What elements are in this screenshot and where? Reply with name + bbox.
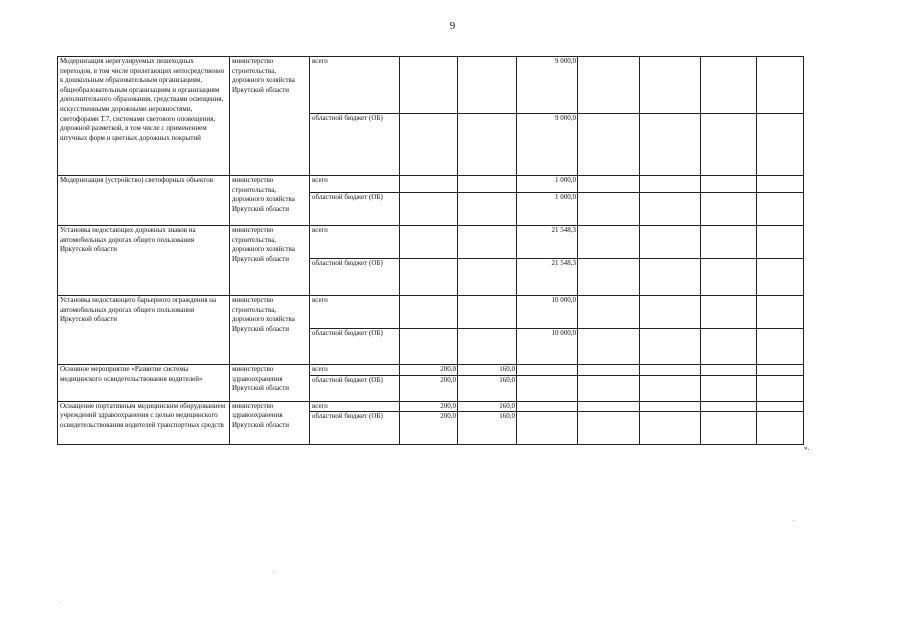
- empty-cell: [640, 114, 701, 176]
- table-row: [58, 176, 804, 193]
- executor-cell: министерство здравоохранения Иркутской области: [230, 365, 310, 402]
- amount-cell-2: [458, 259, 517, 296]
- measure-name-cell: Установка недостающих дорожных знаков на автомобильных дорогах общего пользования Иркутской области: [58, 226, 230, 296]
- amount-cell-1: 200,0: [400, 412, 458, 445]
- amount-cell-3: [517, 401, 578, 412]
- empty-cell: [757, 296, 804, 329]
- scan-speck: [793, 520, 794, 521]
- amount-cell-2: [458, 329, 517, 365]
- executor-cell: министерство строительства, дорожного хозяйства Иркутской области: [230, 176, 310, 226]
- amount-cell-3: 10 000,0: [517, 329, 578, 365]
- empty-cell: [640, 176, 701, 193]
- empty-cell: [578, 57, 640, 114]
- empty-cell: [701, 193, 757, 226]
- amount-cell-2: 160,0: [458, 401, 517, 412]
- amount-cell-1: [400, 114, 458, 176]
- amount-cell-3: 9 000,0: [517, 114, 578, 176]
- empty-cell: [640, 412, 701, 445]
- funding-source-cell: областной бюджет (ОБ): [310, 375, 400, 401]
- program-table: [57, 56, 804, 445]
- amount-cell-2: [458, 193, 517, 226]
- empty-cell: [701, 296, 757, 329]
- table-body: [58, 57, 804, 445]
- empty-cell: [757, 375, 804, 401]
- amount-cell-2: [458, 296, 517, 329]
- funding-source-cell: всего: [310, 365, 400, 376]
- empty-cell: [578, 375, 640, 401]
- funding-source-cell: всего: [310, 296, 400, 329]
- table-row: [58, 296, 804, 329]
- empty-cell: [701, 401, 757, 412]
- amount-cell-1: [400, 226, 458, 259]
- empty-cell: [640, 375, 701, 401]
- empty-cell: [578, 329, 640, 365]
- amount-cell-1: 200,0: [400, 401, 458, 412]
- empty-cell: [640, 226, 701, 259]
- scan-speck: [273, 572, 274, 573]
- empty-cell: [640, 401, 701, 412]
- empty-cell: [578, 365, 640, 376]
- executor-cell: министерство строительства, дорожного хозяйства Иркутской области: [230, 226, 310, 296]
- measure-name-cell: Установка недостающего барьерного ограждения на автомобильных дорогах общего пользования Иркутской области: [58, 296, 230, 365]
- funding-source-cell: областной бюджет (ОБ): [310, 193, 400, 226]
- empty-cell: [640, 193, 701, 226]
- empty-cell: [757, 412, 804, 445]
- executor-cell: министерство строительства, дорожного хозяйства Иркутской области: [230, 296, 310, 365]
- empty-cell: [578, 296, 640, 329]
- amount-cell-2: [458, 176, 517, 193]
- page-number: 9: [449, 20, 456, 32]
- amount-cell-1: 200,0: [400, 375, 458, 401]
- empty-cell: [701, 375, 757, 401]
- amount-cell-2: 160,0: [458, 365, 517, 376]
- empty-cell: [701, 176, 757, 193]
- measure-name-cell: Оснащение портативным медицинским оборудованием учреждений здравоохранения с целью медицинского освидетельствования водителей транспортных средств: [58, 401, 230, 445]
- amount-cell-3: [517, 375, 578, 401]
- empty-cell: [640, 329, 701, 365]
- empty-cell: [757, 57, 804, 114]
- empty-cell: [757, 259, 804, 296]
- table-row: [58, 401, 804, 412]
- amount-cell-3: 1 000,0: [517, 176, 578, 193]
- empty-cell: [578, 401, 640, 412]
- executor-cell: министерство строительства, дорожного хозяйства Иркутской области: [230, 57, 310, 176]
- empty-cell: [578, 114, 640, 176]
- amount-cell-1: 200,0: [400, 365, 458, 376]
- amount-cell-3: 9 000,0: [517, 57, 578, 114]
- amount-cell-1: [400, 329, 458, 365]
- empty-cell: [640, 296, 701, 329]
- amount-cell-1: [400, 259, 458, 296]
- amount-cell-3: 21 548,3: [517, 226, 578, 259]
- amount-cell-2: [458, 114, 517, 176]
- empty-cell: [701, 114, 757, 176]
- funding-source-cell: областной бюджет (ОБ): [310, 259, 400, 296]
- amount-cell-2: 160,0: [458, 375, 517, 401]
- empty-cell: [640, 259, 701, 296]
- funding-source-cell: всего: [310, 176, 400, 193]
- amount-cell-2: [458, 57, 517, 114]
- table-row: [58, 57, 804, 114]
- empty-cell: [578, 226, 640, 259]
- table-row: [58, 226, 804, 259]
- funding-source-cell: всего: [310, 226, 400, 259]
- empty-cell: [757, 401, 804, 412]
- empty-cell: [578, 193, 640, 226]
- empty-cell: [757, 329, 804, 365]
- amount-cell-3: [517, 412, 578, 445]
- funding-source-cell: областной бюджет (ОБ): [310, 412, 400, 445]
- measure-name-cell: Основное мероприятие «Развитие системы медицинского освидетельствования водителей»: [58, 365, 230, 402]
- amount-cell-1: [400, 57, 458, 114]
- empty-cell: [701, 226, 757, 259]
- empty-cell: [578, 259, 640, 296]
- empty-cell: [757, 114, 804, 176]
- executor-cell: министерство здравоохранения Иркутской области: [230, 401, 310, 445]
- closing-quote-mark: ».: [804, 444, 810, 452]
- amount-cell-2: 160,0: [458, 412, 517, 445]
- funding-source-cell: областной бюджет (ОБ): [310, 114, 400, 176]
- amount-cell-3: 10 000,0: [517, 296, 578, 329]
- empty-cell: [757, 365, 804, 376]
- empty-cell: [701, 329, 757, 365]
- amount-cell-1: [400, 193, 458, 226]
- amount-cell-1: [400, 296, 458, 329]
- amount-cell-3: [517, 365, 578, 376]
- empty-cell: [640, 365, 701, 376]
- empty-cell: [701, 412, 757, 445]
- amount-cell-3: 1 000,0: [517, 193, 578, 226]
- amount-cell-2: [458, 226, 517, 259]
- measure-name-cell: Модернизация (устройство) светофорных объектов: [58, 176, 230, 226]
- funding-source-cell: всего: [310, 57, 400, 114]
- empty-cell: [757, 176, 804, 193]
- funding-source-cell: всего: [310, 401, 400, 412]
- empty-cell: [578, 176, 640, 193]
- empty-cell: [757, 193, 804, 226]
- empty-cell: [578, 412, 640, 445]
- empty-cell: [757, 226, 804, 259]
- amount-cell-1: [400, 176, 458, 193]
- amount-cell-3: 21 548,3: [517, 259, 578, 296]
- scan-speck: [60, 602, 61, 603]
- funding-source-cell: областной бюджет (ОБ): [310, 329, 400, 365]
- empty-cell: [640, 57, 701, 114]
- empty-cell: [701, 365, 757, 376]
- empty-cell: [701, 57, 757, 114]
- table-row: [58, 365, 804, 376]
- empty-cell: [701, 259, 757, 296]
- measure-name-cell: Модернизация нерегулируемых пешеходных переходов, в том числе прилегающих непосредственно к дошкольным образовательным организациям, общеобразовательным организациям и организациям дополнительного образования, средствами освещения, искусственными дорожными неровностями, светофорами Т.7, системами светового оповещения, дорожной разметкой, в том числе с применением штучных форм и цветных дорожных покрытий: [58, 57, 230, 176]
